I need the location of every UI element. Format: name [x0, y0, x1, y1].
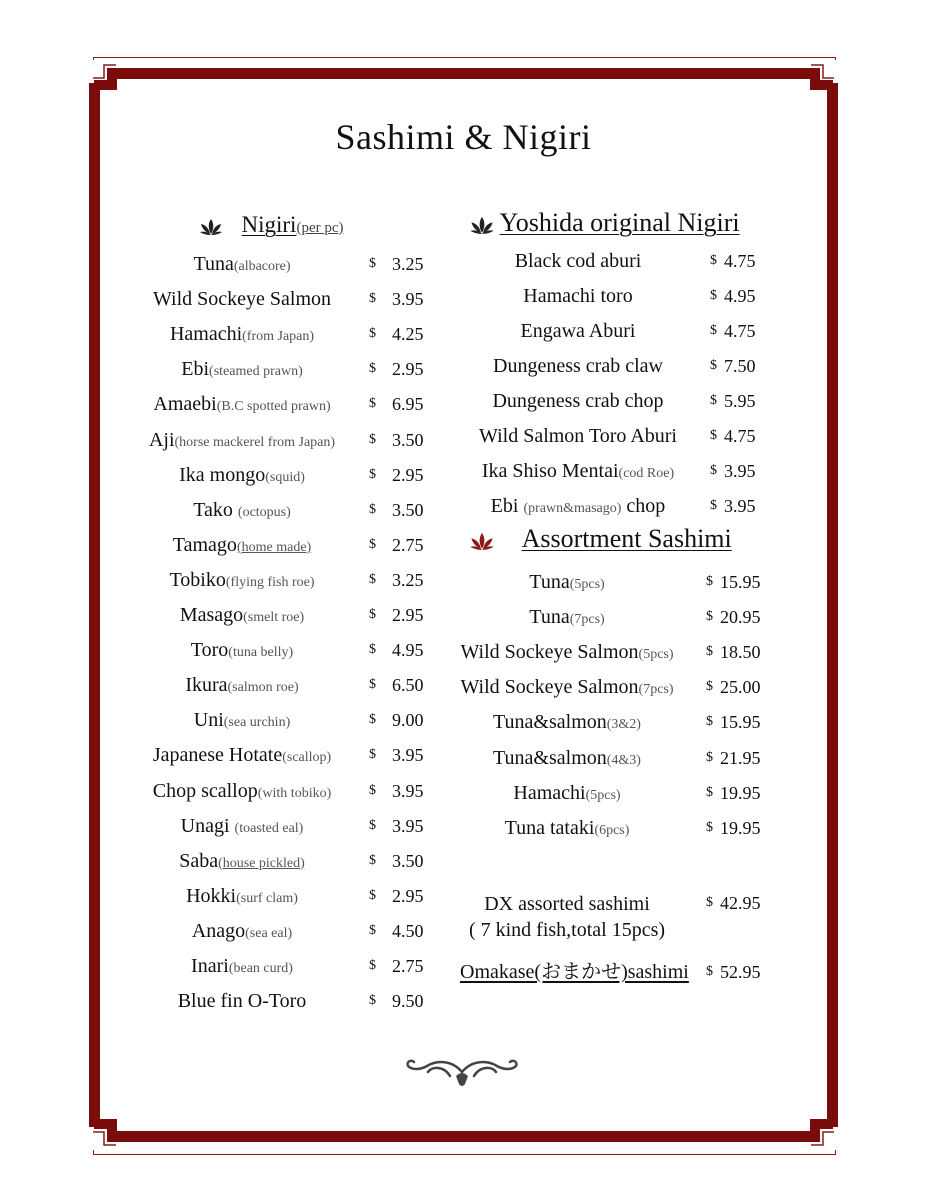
dollar-sign: $ — [706, 574, 713, 589]
item-note: (steamed prawn) — [209, 364, 303, 380]
price: 9.50 — [392, 991, 424, 1012]
item-title: Wild Sockeye Salmon — [152, 288, 332, 311]
dollar-sign: $ — [706, 714, 713, 730]
price: 4.75 — [724, 251, 756, 271]
item-name — [493, 743, 641, 776]
dollar-sign: $ — [706, 609, 713, 625]
item-title: Tamago — [172, 533, 237, 556]
item-note: (with tobiko) — [257, 785, 332, 801]
item-note: (3&2) — [606, 717, 641, 733]
price: 19.95 — [720, 817, 761, 838]
price: 42.95 — [720, 893, 761, 913]
item-note: (4&3) — [606, 752, 641, 768]
item-title: Tuna — [193, 253, 234, 275]
dollar-sign: $ — [369, 291, 376, 307]
dollar-sign: $ — [369, 887, 376, 903]
dollar-sign: $ — [706, 749, 713, 765]
dollar-sign: $ — [710, 428, 717, 443]
item-title: Uni — [193, 709, 224, 732]
item-title: Toro — [190, 639, 229, 662]
item-name — [186, 881, 298, 914]
item-name — [460, 672, 673, 705]
flourish-ornament — [402, 1052, 522, 1092]
item-title: Dungeness crab chop — [492, 390, 664, 412]
item-note: (horse mackerel from Japan) — [174, 434, 336, 450]
dollar-sign: $ — [369, 607, 376, 622]
lotus-leaf-icon — [470, 528, 494, 558]
item-note: (bean curd) — [228, 961, 293, 976]
item-title: Ebi — [490, 495, 524, 517]
price: 3.95 — [392, 289, 424, 310]
dollar-sign: $ — [706, 819, 713, 835]
item-name — [153, 740, 331, 773]
item-title: Ika mongo — [179, 463, 266, 486]
price: 2.95 — [392, 359, 424, 380]
item-name — [192, 916, 292, 949]
item-title: Amaebi — [153, 393, 217, 416]
item-title: Wild Salmon Toro Aburi — [479, 425, 677, 447]
item-title: Hamachi — [169, 323, 243, 346]
item-title: Tako — [193, 498, 238, 521]
price: 2.75 — [392, 956, 424, 976]
item-name — [169, 565, 314, 598]
item-note: (scallop) — [282, 750, 332, 766]
price: 3.50 — [392, 429, 424, 450]
dollar-sign: $ — [369, 396, 376, 412]
dollar-sign: $ — [710, 288, 717, 303]
dx-assorted-detail: ( 7 kind fish,total 15pcs) — [468, 919, 666, 941]
item-name — [181, 354, 302, 387]
item-title: Dungeness crab claw — [493, 355, 663, 377]
lotus-leaf-icon — [470, 212, 494, 242]
dollar-sign: $ — [706, 964, 713, 979]
dollar-sign: $ — [369, 817, 376, 833]
item-note: (house pickled) — [218, 855, 305, 871]
nigiri-header-label: Nigiri — [241, 212, 297, 237]
item-title: Chop scallop — [152, 779, 258, 802]
price: 3.95 — [724, 496, 756, 516]
price: 9.00 — [392, 710, 424, 731]
dollar-sign: $ — [369, 922, 376, 938]
yoshida-header — [470, 208, 740, 242]
item-title: Anago — [191, 919, 246, 942]
item-title-suffix: chop — [621, 495, 666, 517]
price: 4.95 — [724, 286, 756, 306]
item-title: Blue fin O-Toro — [177, 990, 307, 1013]
price: 4.95 — [392, 640, 424, 661]
item-name — [493, 707, 641, 740]
item-title: Ebi — [181, 358, 210, 381]
item-name — [181, 811, 304, 844]
item-title: Tuna&salmon — [493, 711, 607, 734]
item-name — [193, 249, 290, 282]
item-name — [170, 319, 314, 352]
item-name — [179, 460, 305, 493]
item-title: Hamachi — [513, 781, 586, 804]
price: 4.75 — [724, 321, 756, 341]
dollar-sign: $ — [710, 498, 717, 513]
price: 7.50 — [724, 356, 756, 376]
item-name — [153, 389, 330, 422]
item-name — [492, 386, 663, 416]
item-title: Tuna — [529, 606, 570, 629]
price: 15.95 — [720, 712, 761, 733]
item-name — [529, 602, 604, 635]
price: 20.95 — [720, 607, 761, 628]
page-title: Sashimi & Nigiri — [335, 117, 592, 157]
item-title: Wild Sockeye Salmon — [460, 641, 639, 664]
item-name — [493, 351, 663, 381]
item-title: Tobiko — [169, 568, 226, 591]
price: 52.95 — [720, 962, 761, 982]
assortment-header-label: Assortment Sashimi — [521, 524, 732, 553]
price: 5.95 — [724, 391, 756, 411]
dollar-sign: $ — [710, 253, 717, 268]
dollar-sign: $ — [710, 393, 717, 408]
item-title: Masago — [179, 604, 244, 626]
item-note: (surf clam) — [236, 890, 298, 906]
dollar-sign: $ — [369, 712, 376, 728]
dollar-sign: $ — [710, 323, 717, 338]
price: 21.95 — [720, 747, 761, 768]
item-name — [178, 986, 307, 1016]
dollar-sign: $ — [706, 644, 713, 660]
item-name — [180, 600, 304, 633]
dollar-sign: $ — [710, 358, 717, 373]
item-title: Hamachi toro — [523, 285, 633, 307]
item-name — [193, 495, 291, 528]
item-name — [505, 813, 630, 846]
price: 2.95 — [392, 885, 424, 906]
item-title: Tuna&salmon — [493, 746, 607, 769]
item-name — [179, 846, 305, 879]
price: 3.25 — [392, 254, 424, 274]
price: 15.95 — [720, 572, 761, 592]
dollar-sign: $ — [369, 993, 376, 1009]
item-note: (octopus) — [237, 504, 291, 520]
price: 3.50 — [392, 499, 424, 520]
item-title: Tuna tataki — [504, 816, 595, 839]
dollar-sign: $ — [369, 852, 376, 868]
price: 3.25 — [392, 569, 424, 590]
item-note: (toasted eal) — [234, 820, 304, 836]
item-title: Tuna — [529, 571, 570, 593]
item-name — [479, 421, 677, 451]
price: 19.95 — [720, 782, 761, 803]
item-name — [191, 951, 293, 984]
item-name — [185, 670, 298, 703]
dx-assorted-name: DX assorted sashimi — [484, 893, 650, 915]
dollar-sign: $ — [369, 958, 376, 973]
price: 3.50 — [392, 850, 424, 871]
item-title: Japanese Hotate — [152, 744, 283, 767]
price: 3.95 — [392, 780, 424, 801]
price: 4.75 — [724, 426, 756, 446]
item-title: Wild Sockeye Salmon — [460, 676, 639, 699]
item-title: Black cod aburi — [514, 250, 642, 272]
assortment-header — [470, 524, 732, 558]
price: 2.95 — [392, 464, 424, 485]
item-name — [191, 635, 293, 668]
price: 4.25 — [392, 324, 424, 345]
item-title: Unagi — [180, 814, 235, 837]
item-name — [173, 530, 311, 563]
dollar-sign: $ — [369, 431, 376, 447]
dollar-sign: $ — [706, 895, 713, 910]
price: 18.50 — [720, 642, 761, 663]
item-note: (B.C spotted prawn) — [216, 399, 331, 415]
dollar-sign: $ — [369, 642, 376, 658]
item-note: (sea eal) — [245, 925, 293, 941]
price: 4.50 — [392, 920, 424, 941]
item-title: Hokki — [186, 884, 237, 907]
item-note: (5pcs) — [569, 577, 605, 592]
price: 3.95 — [724, 461, 756, 481]
item-name — [529, 567, 604, 600]
dollar-sign: $ — [369, 326, 376, 342]
price: 25.00 — [720, 677, 761, 698]
item-title: Saba — [179, 849, 219, 872]
item-title: Inari — [191, 955, 229, 977]
item-title: Engawa Aburi — [520, 320, 636, 342]
item-note: (flying fish roe) — [225, 574, 315, 590]
item-name — [153, 284, 331, 314]
price: 6.95 — [392, 394, 424, 415]
item-note: (7pcs) — [638, 682, 674, 698]
item-name — [513, 778, 620, 811]
dollar-sign: $ — [369, 361, 376, 377]
item-title: Aji — [148, 428, 175, 451]
dollar-sign: $ — [706, 784, 713, 800]
price: 3.95 — [392, 815, 424, 836]
dollar-sign: $ — [369, 677, 376, 693]
item-note: (sea urchin) — [223, 715, 291, 731]
dollar-sign: $ — [369, 501, 376, 517]
price: 3.95 — [392, 745, 424, 766]
item-note: (smelt roe) — [243, 610, 305, 625]
item-note: (albacore) — [233, 259, 291, 274]
price: 6.50 — [392, 675, 424, 696]
dollar-sign: $ — [369, 466, 376, 482]
item-note: (prawn&masago) — [523, 501, 622, 516]
item-note: (5pcs) — [585, 787, 621, 803]
item-title: Ikura — [185, 674, 228, 697]
item-note: (salmon roe) — [227, 680, 299, 696]
item-name — [460, 637, 673, 670]
item-name — [521, 316, 636, 346]
lotus-leaf-icon — [200, 216, 222, 242]
nigiri-header-note: (per pc) — [296, 220, 344, 236]
item-note: (squid) — [265, 469, 305, 485]
item-note: (cod Roe) — [618, 466, 675, 481]
item-name — [482, 456, 674, 489]
item-name — [153, 776, 332, 809]
item-name — [523, 281, 632, 311]
item-note: (tuna belly) — [228, 645, 294, 661]
yoshida-header-label: Yoshida original Nigiri — [499, 208, 740, 237]
dollar-sign: $ — [710, 463, 717, 478]
item-title: Ika Shiso Mentai — [481, 460, 619, 482]
dollar-sign: $ — [369, 536, 376, 552]
item-note: (5pcs) — [638, 647, 674, 663]
dollar-sign: $ — [706, 679, 713, 695]
price: 2.95 — [392, 605, 424, 625]
dollar-sign: $ — [369, 256, 376, 271]
item-name — [515, 246, 642, 276]
nigiri-header — [200, 212, 344, 242]
item-name — [491, 491, 666, 524]
item-note: (6pcs) — [594, 822, 630, 838]
dollar-sign: $ — [369, 782, 376, 798]
price: 2.75 — [392, 534, 424, 555]
dollar-sign: $ — [369, 747, 376, 763]
item-name — [149, 425, 335, 458]
item-name — [194, 705, 290, 738]
item-note: (7pcs) — [569, 612, 605, 628]
item-note: (from Japan) — [242, 329, 315, 345]
omakase-name: Omakase(おまかせ)sashimi — [460, 961, 689, 983]
item-note: (home made) — [236, 539, 312, 555]
dx-assorted-item — [462, 891, 672, 943]
dollar-sign: $ — [369, 571, 376, 587]
